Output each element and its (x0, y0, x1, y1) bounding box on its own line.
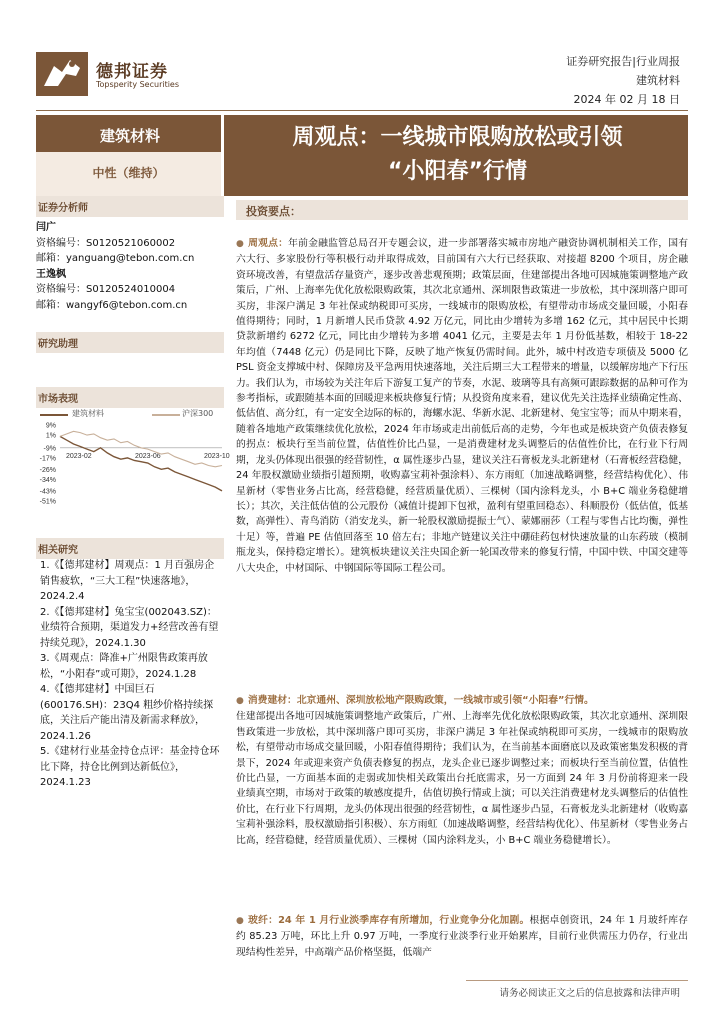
analyst-email[interactable]: 邮箱：yanguang@tebon.com.cn (36, 253, 195, 264)
y-tick-label: 9% (45, 422, 56, 430)
report-title (227, 121, 688, 189)
y-tick-label: -9% (43, 445, 56, 453)
analyst-cert: 资格编号：S0120524010004 (36, 284, 176, 295)
related-heading: 相关研究 (36, 538, 224, 559)
x-tick-label: 2023-06 (135, 452, 161, 460)
analyst-cert: 资格编号：S0120521060002 (36, 237, 176, 249)
related-item[interactable]: 3.《周观点：降准+广州限售政策再放松，“小阳春”或可期》，2024.1.28 (40, 653, 208, 680)
related-item[interactable]: 5.《建材行业基金持仓点评：基金持仓环比下降，持仓比例到达新低位》，2024.1.23 (40, 746, 220, 788)
key-points-bar (236, 200, 688, 220)
market-heading: 市场表现 (36, 387, 224, 408)
report-type: 证券研究报告|行业周报 (566, 55, 680, 68)
legend-label-series-1: 建筑材料 (72, 409, 104, 418)
y-tick-label: -17% (39, 455, 56, 463)
paragraph-lead: 玻纤：24 年 1 月行业淡季库存有所增加，行业竞争分化加剧。 (248, 915, 530, 926)
industry-label: 建筑材料 (99, 127, 160, 145)
header-divider (36, 110, 688, 111)
paragraph-body: 住建部提出各地可因城施策调整地产政策后，广州、上海率先优化放松限购政策，其次北京通州、深圳限售政策进一步放松，其中深圳落户即可买房，非深户满足 3 年社保或纳税即可买房，一线城市的限购放松，有望带动市场成交量回暖，小阳春值得期待；我们认为，在当前基本面磨底以及政策密集发积极的背景下，2024 年或迎来资产负债表修复的拐点，龙头企业已逐步调整过来；而板块行至当前位置，估值性价比凸显，一方面基本面的走弱或加快相关政策出台托底需求，另一方面到 24 年 3 月份前将迎来一段业绩真空期，市场对于政策的敏感度提升，估值切换行情或上演；可以关注消费建材龙头调整后的估值性价比，在行业下行周期，龙头仍体现出很强的经营韧性，α 属性逐步凸显，石膏板龙头北新建材（收购嘉宝莉补强涂料，股权激励指引积极）、东方雨虹（加速战略调整，经营结构优化）、伟星新材（零售业务占比高，经营稳健，经营质量优质）、三棵树（国内涂料龙头，小 B+C 端业务稳健增长）。 (236, 711, 688, 846)
header-meta (566, 52, 680, 109)
report-sector: 建筑材料 (636, 74, 680, 87)
bullet-icon: ● (236, 916, 245, 926)
y-tick-label: -51% (39, 498, 56, 506)
industry-block (36, 115, 224, 196)
paragraph-body: 根据卓创资讯，24 年 1 月玻纤库存约 85.23 万吨，环比上升 0.97 万吨，一季度行业淡季行业开始累库，目前行业供需压力仍存，行业出现结构性差异，中高端产品价格坚挺，低端产 (236, 915, 688, 958)
analyst-list (36, 220, 224, 313)
bullet-icon: ● (236, 696, 244, 706)
rating-box (36, 152, 221, 196)
related-item[interactable]: 1.《【德邦建材】周观点：1 月百强房企销售疲软，“三大工程”快速落地》，2024.2.4 (40, 560, 215, 602)
analyst-email[interactable]: 邮箱：wangyf6@tebon.com.cn (36, 299, 188, 311)
related-list (40, 558, 220, 791)
y-tick-label: -34% (39, 476, 56, 484)
paragraph-lead: 消费建材：北京通州、深圳放松地产限购政策，一线城市或引领“小阳春”行情。 (247, 695, 594, 706)
bullet-icon: ● (236, 239, 245, 249)
title-line-2: “小阳春”行情 (388, 159, 527, 184)
analyst-heading: 证券分析师 (36, 196, 224, 217)
y-tick-label: 1% (45, 432, 56, 440)
legend-swatch-series-2 (152, 414, 180, 416)
paragraph-lead: 周观点： (248, 238, 289, 249)
logo-cn-text: 德邦证券 (96, 62, 168, 82)
logo-en-text: Topsperity Securities (96, 80, 180, 89)
key-points-heading: 投资要点： (246, 205, 301, 218)
chart-legend (36, 408, 224, 422)
market-performance-chart (36, 421, 230, 509)
report-date: 2024 年 02 月 18 日 (573, 93, 680, 106)
related-item[interactable]: 4.《【德邦建材】中国巨石(600176.SH)：23Q4 粗纱价格持续探底，关注后产能出清及新需求释放》，2024.1.26 (40, 684, 214, 742)
title-bar (36, 115, 688, 196)
footer-divider (466, 980, 688, 981)
paragraph-weekly-view (236, 236, 688, 576)
analyst-name: 闫广 (36, 222, 56, 233)
paragraph-consumer-materials (236, 693, 688, 848)
analyst-name: 王逸枫 (36, 268, 66, 280)
brand-logo (36, 52, 186, 96)
tebon-logo-icon (36, 52, 88, 96)
footer-disclaimer: 请务必阅读正文之后的信息披露和法律声明 (499, 988, 680, 999)
legend-swatch-series-1 (40, 414, 68, 416)
assistant-heading: 研究助理 (36, 332, 224, 353)
related-item[interactable]: 2.《【德邦建材】兔宝宝(002043.SZ)：业绩符合预期，渠道发力+经营改善有望持续兑现》，2024.1.30 (40, 606, 219, 649)
x-tick-label: 2023-10 (204, 452, 230, 460)
x-tick-label: 2023-02 (66, 452, 92, 460)
paragraph-glass-fiber (236, 913, 688, 960)
rating-label: 中性（维持） (92, 166, 165, 180)
title-line-1: 周观点：一线城市限购放松或引领 (292, 125, 623, 150)
legend-label-series-2: 沪深300 (182, 409, 214, 418)
paragraph-body: 年前金融监管总局召开专题会议，进一步部署落实城市房地产融资协调机制相关工作，国有六大行、多家股份行等积极行动并取得成效，目前国有六大行已经获取、对接超 8200 个项目，房企融资环境改善，有望盘活存量资产，逐步改善悲观预期；政策层面，住建部提出各地可因城施策调整地产政策后，广州、上海率先优化放松限购政策，其次北京通州、深圳限售政策进一步放松，其中深圳落户即可买房，非深户满足 3 年社保或纳税即可买房，一线城市的限购放松，有望带动市场成交量回暖，小阳春值得期待；同时，1 月新增人民币贷款 4.92 万亿元，同比由少增转为多增 162 亿元，其中居民中长期贷款新增约 6272 亿元，同比由少增转为多增 4041 亿元，主要是去年 1 月份低基数，相较于 18-22 年均值（7448 亿元）仍是同比下降，反映了地产恢复仍需时间。此外，城中村改造专项债及 5000 亿 PSL 资金支撑城中村、保障房及平急两用快速落地，关注后期三大工程带来的增量，以缓解房地产下行压力。我们认为，市场较为关注年后下游复工复产的节奏，水泥、玻璃等具有高频可跟踪数据的品种可作为参考指标，或跟随基本面的回暖迎来板块修复行情；从投资角度来看，建议优先关注选择业绩确定性高、低估值、高分红，有一定安全边际的标的，海螺水泥、华新水泥、北新建材、兔宝宝等；而从中期来看，随着各地地产政策继续优化放松，2024 年市场或走出前低后高的走势，今年也或是板块资产负债表修复的拐点：板块行至当前位置，估值性价比凸显，一是消费建材龙头调整后的估值性价比，在行业下行周期，龙头仍体现出很强的经营韧性，α 属性逐步凸显，建议关注石膏板龙头北新建材（石膏板经营稳健，24 年股权激励业绩指引超预期，收购嘉宝莉补强涂料）、东方雨虹（加速战略调整，经营结构优化）、伟星新材（零售业务占比高，经营稳健，经营质量优质）、三棵树（国内涂料龙头，小 B+C 端业务稳健增长）；其次，关注低估值的公元股份（减值计提卸下包袱，盈利有望重回稳态）、科顺股份（低估值，低基数，高弹性）、青鸟消防（消安龙头，新一轮股权激励提振士气）、蒙娜丽莎（工程与零售占比均衡，弹性十足）等，普遍 PE 估值回落至 10 倍左右；非地产链建议关注中硼硅药包材快速放量的山东药玻（模制瓶龙头，保持稳定增长）。建筑板块建议关注央国企新一轮国改带来的修复行情，中国中铁、中国交建等八大央企，中材国际、中钢国际等国际工程公司。 (236, 238, 688, 574)
y-tick-label: -26% (39, 466, 56, 474)
y-tick-label: -43% (39, 488, 56, 496)
report-header (0, 0, 724, 108)
